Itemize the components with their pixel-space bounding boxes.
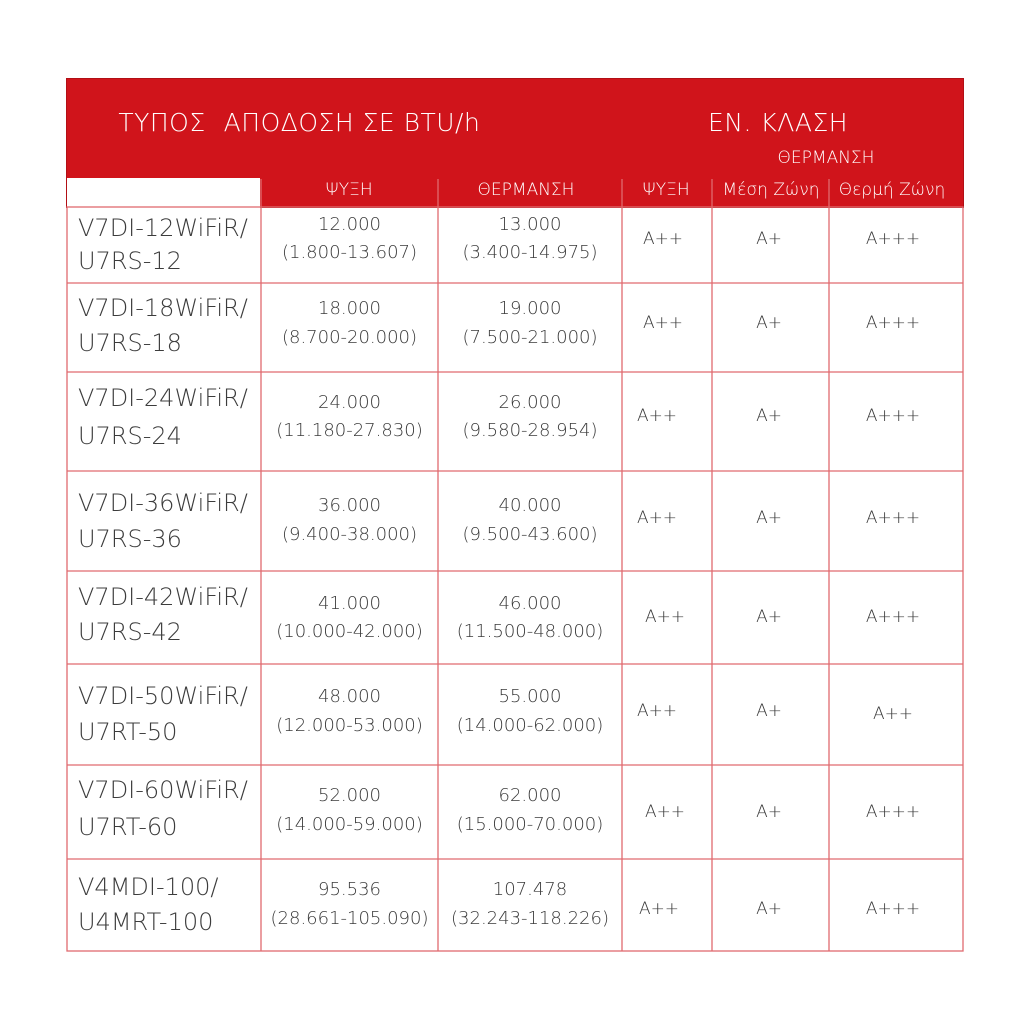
heating-range: (11.500-48.000): [456, 621, 604, 642]
heating-range: (3.400-14.975): [462, 242, 598, 263]
heating-capacity: 107.478: [492, 879, 568, 900]
class-cooling: A++: [642, 313, 684, 333]
subheader-class-cooling: ΨΥΞΗ: [642, 180, 690, 200]
class-middle-zone: A+: [756, 508, 782, 528]
model-outdoor: U7RT-50: [78, 718, 178, 746]
cooling-capacity: 41.000: [318, 593, 381, 614]
header-heating-group: ΘΕΡΜΑΝΣΗ: [777, 148, 875, 168]
cooling-capacity: 36.000: [318, 495, 381, 516]
model-indoor: V4MDI-100/: [78, 873, 219, 901]
model-outdoor: U7RS-42: [78, 618, 182, 646]
class-cooling: A++: [642, 229, 684, 249]
class-middle-zone: A+: [756, 313, 782, 333]
heating-range: (9.500-43.600): [462, 524, 598, 545]
model-outdoor: U7RS-24: [78, 422, 182, 450]
heating-capacity: 46.000: [498, 593, 562, 614]
subheader-middle-zone: Μέση Ζώνη: [722, 180, 820, 200]
cooling-capacity: 52.000: [318, 785, 381, 806]
class-warm-zone: A+++: [865, 802, 921, 822]
class-cooling: A++: [644, 802, 686, 822]
heating-range: (32.243-118.226): [451, 908, 609, 929]
header-type: ΤΥΠΟΣ: [118, 108, 206, 137]
cooling-range: (10.000-42.000): [276, 621, 423, 642]
table-row: [66, 664, 964, 765]
model-outdoor: U7RT-60: [78, 813, 178, 841]
subheader-cooling: ΨΥΞΗ: [325, 180, 373, 200]
model-indoor: V7DI-12WiFiR/: [78, 214, 248, 242]
class-cooling: A++: [636, 508, 678, 528]
class-middle-zone: A+: [756, 899, 782, 919]
heating-capacity: 19.000: [498, 298, 562, 319]
class-warm-zone: A+++: [865, 607, 921, 627]
class-warm-zone: A+++: [865, 406, 921, 426]
cooling-range: (28.661-105.090): [270, 908, 429, 929]
class-warm-zone: A+++: [865, 313, 921, 333]
cooling-range: (9.400-38.000): [281, 524, 418, 545]
class-warm-zone: A+++: [865, 899, 921, 919]
heating-capacity: 55.000: [498, 686, 562, 707]
table-row: [66, 859, 964, 951]
class-cooling: A++: [644, 607, 686, 627]
class-middle-zone: A+: [756, 229, 782, 249]
model-outdoor: U7RS-36: [78, 525, 182, 553]
class-middle-zone: A+: [756, 607, 782, 627]
subheader-warm-zone: Θερμή Ζώνη: [838, 180, 946, 200]
cooling-capacity: 18.000: [318, 298, 381, 319]
table-row: [66, 283, 964, 372]
model-outdoor: U7RS-18: [78, 329, 182, 357]
model-indoor: V7DI-24WiFiR/: [78, 384, 248, 412]
class-warm-zone: A++: [872, 704, 914, 724]
spec-table: [66, 78, 964, 952]
class-warm-zone: A+++: [865, 508, 921, 528]
class-warm-zone: A+++: [865, 229, 921, 249]
cooling-capacity: 12.000: [318, 214, 381, 235]
table-row: [66, 207, 964, 283]
model-indoor: V7DI-42WiFiR/: [78, 583, 248, 611]
heating-capacity: 40.000: [498, 495, 562, 516]
header-performance: ΑΠΟΔΟΣΗ ΣΕ BTU/h: [223, 108, 481, 137]
cooling-range: (11.180-27.830): [276, 420, 423, 441]
heating-capacity: 26.000: [498, 392, 562, 413]
cooling-capacity: 24.000: [318, 392, 381, 413]
cooling-capacity: 48.000: [318, 686, 381, 707]
model-outdoor: U4MRT-100: [78, 908, 214, 936]
heating-capacity: 62.000: [498, 785, 562, 806]
class-middle-zone: A+: [756, 701, 782, 721]
model-outdoor: U7RS-12: [78, 247, 182, 275]
model-indoor: V7DI-50WiFiR/: [78, 682, 248, 710]
cooling-range: (14.000-59.000): [276, 814, 423, 835]
heating-range: (7.500-21.000): [462, 327, 598, 348]
heating-range: (14.000-62.000): [456, 715, 604, 736]
table-row: [66, 471, 964, 571]
class-cooling: A++: [636, 406, 678, 426]
cooling-range: (8.700-20.000): [281, 327, 418, 348]
class-middle-zone: A+: [756, 406, 782, 426]
model-indoor: V7DI-18WiFiR/: [78, 294, 248, 322]
cooling-range: (1.800-13.607): [281, 242, 418, 263]
table-row: [66, 571, 964, 664]
class-cooling: A++: [636, 701, 678, 721]
heating-range: (15.000-70.000): [456, 814, 604, 835]
header-energy-class: ΕΝ. ΚΛΑΣΗ: [707, 108, 849, 137]
heating-capacity: 13.000: [498, 214, 562, 235]
heating-range: (9.580-28.954): [462, 420, 598, 441]
model-indoor: V7DI-60WiFiR/: [78, 776, 248, 804]
subheader-heating: ΘΕΡΜΑΝΣΗ: [477, 180, 575, 200]
model-indoor: V7DI-36WiFiR/: [78, 489, 248, 517]
class-middle-zone: A+: [756, 802, 782, 822]
cooling-capacity: 95.536: [318, 879, 381, 900]
cooling-range: (12.000-53.000): [276, 715, 423, 736]
class-cooling: A++: [638, 899, 680, 919]
table-row: [66, 372, 964, 471]
table-row: [66, 765, 964, 859]
